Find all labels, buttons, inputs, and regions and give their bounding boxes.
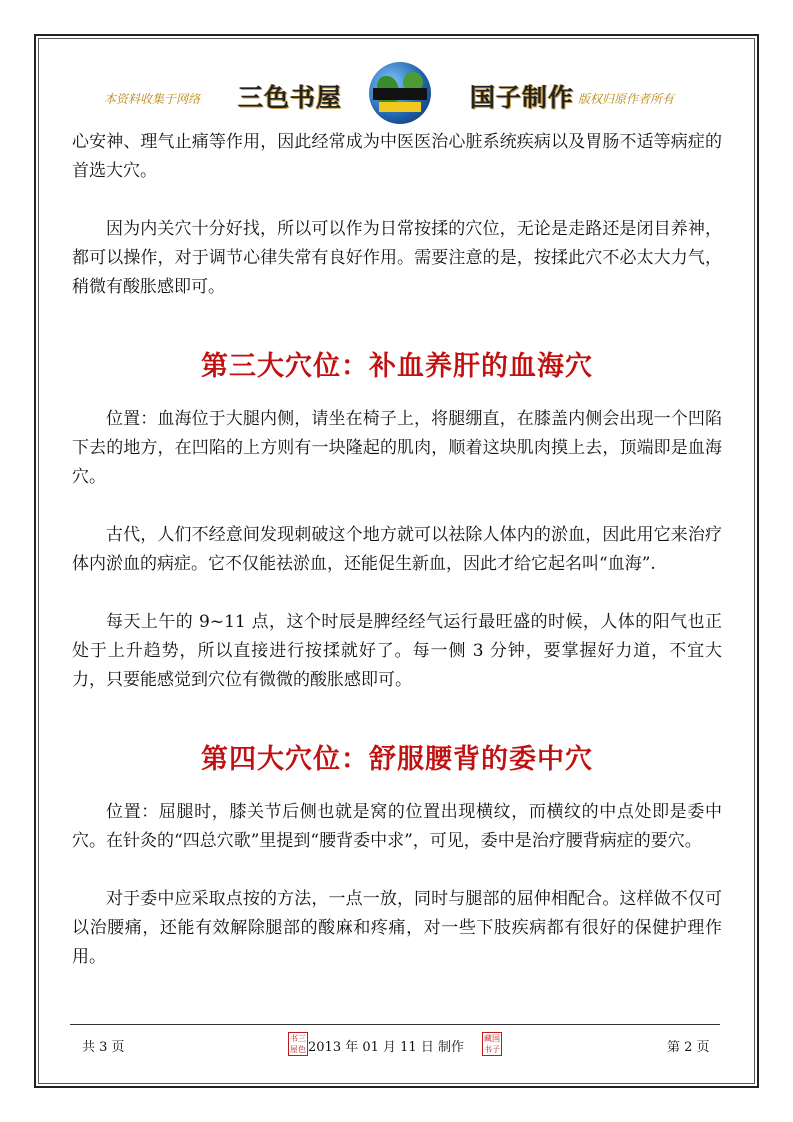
total-pages: 共 3 页 (82, 1040, 125, 1055)
paragraph: 位置：屈腿时，膝关节后侧也就是窝的位置出现横纹，而横纹的中点处即是委中穴。在针灸的“四总穴歌”里提到“腰背委中求”，可见，委中是治疗腰背病症的要穴。 (72, 802, 722, 851)
section-heading: 第四大穴位：舒服腰背的委中穴 (201, 744, 593, 775)
paragraph: 因为内关穴十分好找，所以可以作为日常按揉的穴位，无论是走路还是闭目养神，都可以操作，对于调节心律失常有良好作用。需要注意的是，按揉此穴不必太大力气，稍微有酸胀感即可。 (72, 219, 722, 297)
document-body (72, 128, 722, 972)
globe-logo-icon (369, 62, 431, 124)
seal-stamp-icon: 藏国书子 (484, 1034, 500, 1054)
page-number: 第 2 页 (667, 1040, 710, 1055)
seal-stamp-icon: 书三屋色 (290, 1034, 306, 1054)
creation-date: 2013 年 01 月 11 日 制作 (308, 1040, 464, 1055)
paragraph: 每天上午的 9~11 点，这个时辰是脾经经气运行最旺盛的时候，人体的阳气也正处于上升趋势，所以直接进行按揉就好了。每一侧 3 分钟，要掌握好力道，不宜大力，只要能感觉到穴位有微微的酸胀感即可。 (72, 612, 722, 690)
header-left-note: 本资料收集于网络 (104, 92, 201, 106)
page-footer (70, 1032, 720, 1062)
paragraph: 古代，人们不经意间发现刺破这个地方就可以祛除人体内的淤血，因此用它来治疗体内淤血的病症。它不仅能祛淤血，还能促生新血，因此才给它起名叫“血海”. (72, 525, 722, 574)
paragraph: 心安神、理气止痛等作用，因此经常成为中医医治心脏系统疾病以及胃肠不适等病症的首选大穴。 (72, 132, 722, 181)
header-brand-right: 国子制作 (470, 83, 575, 112)
footer-divider (70, 1024, 720, 1025)
header-right-note: 版权归原作者所有 (578, 92, 675, 106)
header-brand-left: 三色书屋 (238, 83, 343, 112)
page-header (70, 60, 720, 128)
section-heading: 第三大穴位：补血养肝的血海穴 (201, 351, 593, 382)
paragraph: 位置：血海位于大腿内侧，请坐在椅子上，将腿绷直，在膝盖内侧会出现一个凹陷下去的地方，在凹陷的上方则有一块隆起的肌肉，顺着这块肌肉摸上去，顶端即是血海穴。 (72, 409, 722, 487)
paragraph: 对于委中应采取点按的方法，一点一放，同时与腿部的屈伸相配合。这样做不仅可以治腰痛，还能有效解除腿部的酸麻和疼痛，对一些下肢疾病都有很好的保健护理作用。 (72, 889, 722, 967)
